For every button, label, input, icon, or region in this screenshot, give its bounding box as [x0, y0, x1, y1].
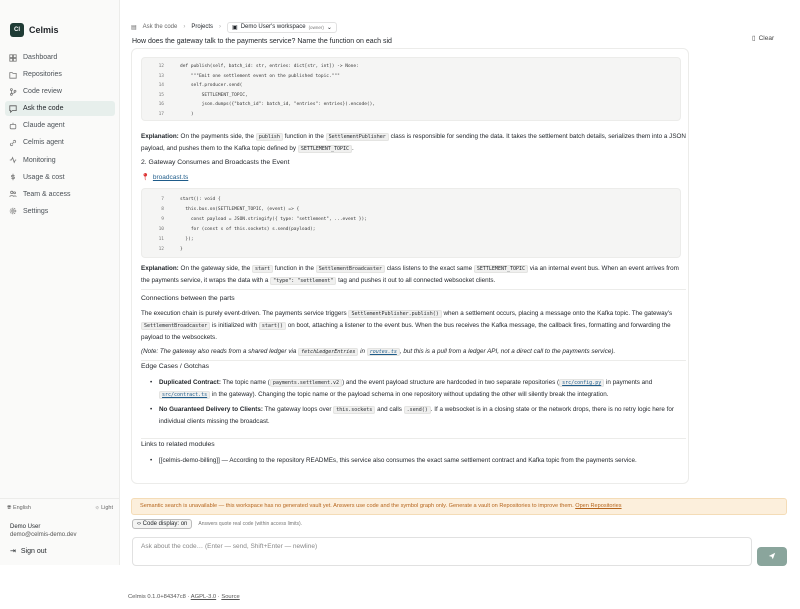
language-toggle[interactable]: 🌐︎ English — [7, 505, 31, 511]
file-link-label: broadcast.ts — [152, 173, 189, 181]
sidebar-item-label: Ask the code — [23, 105, 64, 113]
trash-icon: ▯ — [752, 35, 756, 42]
note-paragraph: (Note: The gateway also reads from a shared ledger via fetchLedgerEntries in routes.ts , but this is a pull from a ledger API, not a direct call to the payments service). — [141, 348, 616, 355]
workspace-role-badge: (owner) — [308, 24, 324, 30]
send-button[interactable] — [757, 547, 787, 566]
sidebar-item-label: Code review — [23, 88, 62, 96]
code-line: 10 for (const s of this.sockets) s.send(payload); — [158, 227, 316, 232]
app-name: Celmis — [29, 25, 59, 35]
list-item: • No Guaranteed Delivery to Clients: The gateway loops over this.sockets and calls .send() . If a websocket is in a closing state or the network drops, there is no retry logic here for individual clients missing the broadcast. — [150, 404, 685, 427]
sidebar-toggle-icon[interactable]: ▤ — [131, 24, 137, 31]
sidebar-item-monitoring[interactable] — [5, 153, 115, 168]
sidebar-item-claude-agent[interactable] — [5, 118, 115, 133]
ask-input[interactable]: Ask about the code… (Enter — send, Shift+Enter — newline) — [132, 537, 752, 566]
code-line: 9 const payload = JSON.stringify({ type: "settlement", ...event }); — [161, 217, 367, 222]
answer-card — [131, 48, 689, 484]
branch-icon — [9, 88, 17, 96]
preferences-row — [7, 505, 113, 512]
code-display-label: Code display: on — [142, 521, 188, 527]
users-icon — [9, 190, 17, 198]
code-line: 12 } — [158, 247, 183, 252]
connections-paragraph: The execution chain is purely event-driven. The payments service triggers SettlementPublisher.publish() when a settlement occurs, placing a message onto the Kafka topic. The gateway's SettlementBroadcaster is initialized with start() on boot, attaching a listener to the event bus. When the bus receives the Kafka message, the callback fires, formatting and forwarding the payload to the websockets. — [141, 310, 673, 341]
code-line: 8 this.bus.on(SETTLEMENT_TOPIC, (event) => { — [161, 207, 300, 212]
theme-toggle[interactable]: ☼ Light — [94, 505, 113, 511]
vault-warning-banner — [131, 498, 787, 515]
sidebar-item-celmis-agent[interactable] — [5, 135, 115, 150]
file-link-config[interactable]: src/config.py — [559, 379, 604, 387]
sidebar-item-label: Claude agent — [23, 122, 65, 130]
sidebar-item-label: Team & access — [23, 190, 71, 198]
file-link-contract[interactable]: src/contract.ts — [159, 391, 210, 399]
section-heading: 2. Gateway Consumes and Broadcasts the Event — [141, 159, 290, 166]
chevron-down-icon: ⌄ — [326, 24, 332, 31]
chat-icon — [9, 105, 17, 113]
question-text: How does the gateway talk to the payments service? Name the function on each sid — [132, 38, 392, 45]
sidebar-item-dashboard[interactable] — [5, 50, 115, 65]
breadcrumb-separator: › — [183, 24, 186, 30]
dollar-icon — [9, 173, 17, 181]
sidebar-item-repositories[interactable] — [5, 67, 115, 82]
divider — [141, 360, 686, 361]
code-line: 16 json.dumps({"batch_id": batch_id, "entries": entries}).encode(), — [158, 102, 376, 107]
dashboard-icon — [9, 54, 17, 62]
sidebar-item-ask-the-code[interactable] — [5, 101, 115, 116]
sidebar — [0, 0, 120, 565]
workspace-select[interactable] — [227, 22, 337, 33]
explanation-publisher: Explanation: On the payments side, the publish function in the SettlementPublisher class is responsible for sending the data. It takes the settlement batch details, serializes them into a JSON payload, and pushes them to the Kafka topic defined by SETTLEMENT_TOPIC . — [141, 133, 686, 152]
sign-out-button[interactable] — [10, 547, 47, 555]
activity-icon — [9, 156, 17, 164]
sidebar-item-label: Usage & cost — [23, 173, 65, 181]
sidebar-item-label: Dashboard — [23, 54, 58, 61]
sign-out-icon: ⇥ — [10, 548, 16, 555]
code-line: 15 SETTLEMENT_TOPIC, — [158, 92, 248, 98]
banner-text: Semantic search is unavailable — this workspace has no generated vault yet. Answers use code and the symbol graph only. Generate a vault on Repositories to improve them. — [140, 503, 574, 509]
code-display-desc: Answers quote real code (within access limits). — [198, 521, 303, 527]
sidebar-divider — [0, 498, 120, 499]
code-line: 14 self.producer.send( — [158, 83, 243, 88]
open-repositories-link[interactable]: Open Repositories — [575, 503, 622, 509]
breadcrumb-ask-the-code[interactable]: Ask the code — [142, 24, 178, 30]
divider — [141, 438, 686, 439]
breadcrumb-projects[interactable]: Projects — [191, 24, 214, 30]
file-link-broadcast[interactable] — [141, 173, 188, 181]
agent-icon — [9, 122, 17, 130]
sidebar-item-label: Celmis agent — [23, 139, 64, 147]
license-link[interactable]: AGPL-3.0 — [190, 594, 217, 600]
code-line: 7 start(): void { — [161, 197, 221, 202]
sidebar-item-usage-cost[interactable] — [5, 170, 115, 185]
file-link-routes[interactable]: routes.ts — [367, 348, 400, 356]
user-email: demo@celmis-demo.dev — [10, 532, 77, 538]
workspace-icon: ▣ — [232, 24, 238, 31]
sidebar-item-label: Repositories — [23, 71, 62, 79]
brand[interactable] — [10, 23, 59, 37]
version-text: Celmis 0.1.0+84347c8 — [128, 594, 186, 600]
footer: Celmis 0.1.0+84347c8 · AGPL-3.0 · Source — [128, 594, 240, 600]
sidebar-nav — [5, 50, 115, 221]
code-block-publisher — [141, 57, 681, 121]
code-display-toggle[interactable] — [132, 519, 192, 529]
sidebar-item-settings[interactable] — [5, 204, 115, 219]
code-display-row — [132, 519, 302, 529]
sign-out-label: Sign out — [20, 547, 47, 555]
code-block-broadcaster — [141, 188, 681, 258]
code-line: 11 }); — [158, 237, 194, 242]
logo: Cl — [10, 23, 24, 37]
code-line: 13 """Emit one settlement event on the published topic.""" — [158, 73, 340, 79]
sidebar-item-label: Settings — [23, 207, 49, 215]
folder-icon — [9, 71, 17, 79]
section-heading: Links to related modules — [141, 441, 215, 448]
code-line: 12 def publish(self, batch_id: str, entries: dict[str, int]) -> None: — [158, 64, 359, 69]
explanation-broadcaster: Explanation: On the gateway side, the start function in the SettlementBroadcaster class listens to the exact same SETTLEMENT_TOPIC via an internal event bus. When an event arrives from the payments service, it wraps the data with a "type": "settlement" tag and pushes it out to all connected websocket clients. — [141, 265, 679, 284]
clear-button[interactable] — [752, 34, 774, 42]
gear-icon — [9, 207, 17, 215]
send-icon — [768, 552, 776, 562]
sidebar-item-code-review[interactable] — [5, 84, 115, 99]
related-list — [150, 455, 685, 466]
breadcrumb-separator: › — [219, 24, 222, 30]
pin-icon: 📍︎ — [141, 174, 150, 181]
source-link[interactable]: Source — [221, 594, 240, 600]
sidebar-item-label: Monitoring — [23, 156, 56, 164]
sidebar-item-team-access[interactable] — [5, 187, 115, 202]
code-icon: ‹› — [137, 521, 141, 527]
clear-label: Clear — [758, 34, 775, 42]
divider — [141, 289, 686, 290]
code-line: 17 ) — [158, 111, 194, 117]
breadcrumb — [120, 18, 800, 36]
workspace-name: Demo User's workspace — [240, 24, 306, 30]
section-heading: Edge Cases / Gotchas — [141, 363, 210, 370]
list-item: • Duplicated Contract: The topic name ( payments.settlement.v2 ) and the event payload structure are hardcoded in two separate repositories ( src/config.py in payments and src/contract.ts in the gateway). Changing the topic name or the payload schema in one repository without updating the other will silently break the integration. — [150, 377, 685, 401]
section-heading: Connections between the parts — [141, 295, 235, 302]
link-icon — [9, 139, 17, 147]
list-item: • [[celmis-demo-billing]] — According to the repository READMEs, this service also consumes the exact same settlement contract and Kafka topic from the payments service. — [150, 455, 685, 466]
user-name: Demo User — [10, 524, 41, 530]
edge-case-list — [150, 377, 685, 427]
